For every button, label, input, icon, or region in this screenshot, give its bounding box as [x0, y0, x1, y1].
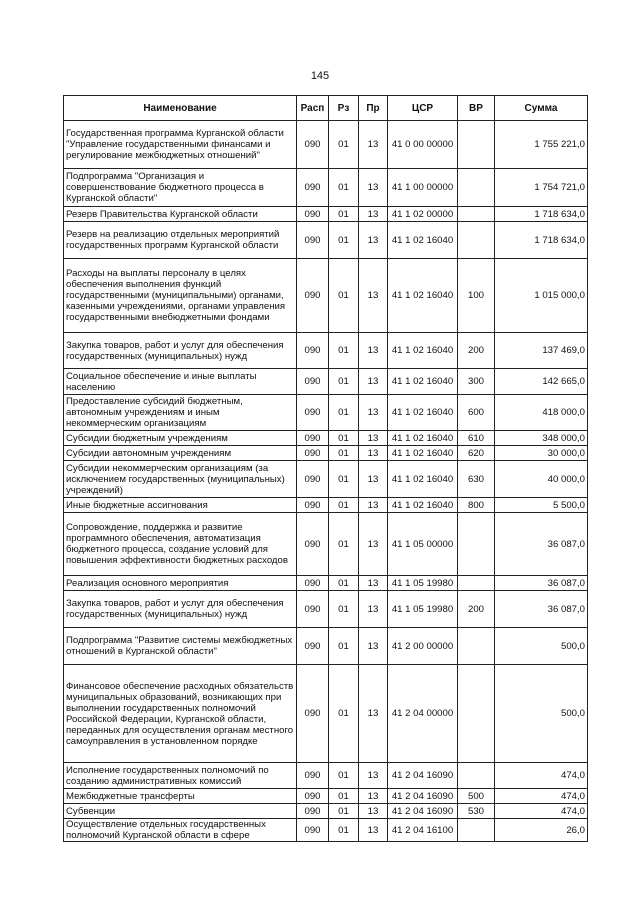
row-rz: 01 — [329, 369, 359, 395]
header-pr: Пр — [359, 96, 388, 121]
table-row — [64, 789, 588, 804]
row-name: Резерв на реализацию отдельных мероприятий государственных программ Курганской области — [64, 222, 297, 259]
row-rasp: 090 — [297, 819, 329, 842]
row-sum: 40 000,0 — [495, 461, 588, 498]
row-rz: 01 — [329, 819, 359, 842]
row-sum: 1 754 721,0 — [495, 169, 588, 207]
row-pr: 13 — [359, 169, 388, 207]
row-rasp: 090 — [297, 207, 329, 222]
budget-table — [63, 95, 588, 842]
row-vr: 100 — [458, 259, 495, 333]
row-name: Расходы на выплаты персоналу в целях обеспечения выполнения функций государственными (муниципальными) органами, казенными учреждениями, органами управления государственными внебюджетными фондами — [64, 259, 297, 333]
row-pr: 13 — [359, 222, 388, 259]
row-vr — [458, 222, 495, 259]
row-rasp: 090 — [297, 333, 329, 369]
row-vr — [458, 207, 495, 222]
row-name: Государственная программа Курганской области "Управление государственными финансами и регулирование межбюджетных отношений" — [64, 121, 297, 169]
row-name: Подпрограмма "Организация и совершенствование бюджетного процесса в Курганской области" — [64, 169, 297, 207]
row-csr: 41 1 05 00000 — [388, 513, 458, 576]
row-name: Иные бюджетные ассигнования — [64, 498, 297, 513]
row-rasp: 090 — [297, 222, 329, 259]
row-sum: 36 087,0 — [495, 576, 588, 591]
row-csr: 41 2 04 16090 — [388, 763, 458, 789]
row-pr: 13 — [359, 804, 388, 819]
row-vr — [458, 169, 495, 207]
table-row — [64, 207, 588, 222]
row-csr: 41 2 04 16100 — [388, 819, 458, 842]
row-rz: 01 — [329, 498, 359, 513]
table-row — [64, 498, 588, 513]
row-csr: 41 2 04 00000 — [388, 665, 458, 763]
row-vr: 200 — [458, 333, 495, 369]
row-pr: 13 — [359, 461, 388, 498]
row-vr: 630 — [458, 461, 495, 498]
page-number: 145 — [310, 70, 330, 82]
row-name: Субсидии бюджетным учреждениям — [64, 431, 297, 446]
row-csr: 41 1 02 16040 — [388, 498, 458, 513]
row-sum: 1 755 221,0 — [495, 121, 588, 169]
header-sum: Сумма — [495, 96, 588, 121]
row-rasp: 090 — [297, 431, 329, 446]
row-csr: 41 2 04 16090 — [388, 804, 458, 819]
row-pr: 13 — [359, 121, 388, 169]
row-rasp: 090 — [297, 395, 329, 431]
row-rz: 01 — [329, 789, 359, 804]
row-pr: 13 — [359, 207, 388, 222]
table-row — [64, 395, 588, 431]
row-name: Реализация основного мероприятия — [64, 576, 297, 591]
row-pr: 13 — [359, 259, 388, 333]
row-sum: 474,0 — [495, 804, 588, 819]
table-row — [64, 461, 588, 498]
row-csr: 41 1 02 16040 — [388, 446, 458, 461]
header-rasp: Расп — [297, 96, 329, 121]
row-name: Предоставление субсидий бюджетным, автономным учреждениям и иным некоммерческим организациям — [64, 395, 297, 431]
row-rz: 01 — [329, 576, 359, 591]
row-sum: 1 015 000,0 — [495, 259, 588, 333]
row-rz: 01 — [329, 628, 359, 665]
row-rz: 01 — [329, 169, 359, 207]
row-pr: 13 — [359, 591, 388, 628]
row-rz: 01 — [329, 804, 359, 819]
row-vr: 530 — [458, 804, 495, 819]
table-row — [64, 591, 588, 628]
row-name: Субсидии некоммерческим организациям (за исключением государственных (муниципальных) учреждений) — [64, 461, 297, 498]
row-name: Субсидии автономным учреждениям — [64, 446, 297, 461]
row-vr — [458, 763, 495, 789]
row-sum: 500,0 — [495, 665, 588, 763]
row-sum: 26,0 — [495, 819, 588, 842]
row-csr: 41 0 00 00000 — [388, 121, 458, 169]
row-rz: 01 — [329, 207, 359, 222]
row-pr: 13 — [359, 665, 388, 763]
row-name: Подпрограмма "Развитие системы межбюджетных отношений в Курганской области" — [64, 628, 297, 665]
table-row — [64, 576, 588, 591]
row-name: Межбюджетные трансферты — [64, 789, 297, 804]
row-rasp: 090 — [297, 513, 329, 576]
row-name: Закупка товаров, работ и услуг для обеспечения государственных (муниципальных) нужд — [64, 333, 297, 369]
header-rz: Рз — [329, 96, 359, 121]
table-row — [64, 222, 588, 259]
row-vr: 300 — [458, 369, 495, 395]
row-pr: 13 — [359, 395, 388, 431]
row-rz: 01 — [329, 446, 359, 461]
row-rz: 01 — [329, 333, 359, 369]
row-rasp: 090 — [297, 804, 329, 819]
row-vr — [458, 628, 495, 665]
row-sum: 30 000,0 — [495, 446, 588, 461]
row-vr: 610 — [458, 431, 495, 446]
row-csr: 41 1 02 16040 — [388, 333, 458, 369]
row-rz: 01 — [329, 259, 359, 333]
row-rasp: 090 — [297, 628, 329, 665]
row-csr: 41 2 00 00000 — [388, 628, 458, 665]
table-row — [64, 259, 588, 333]
row-vr: 600 — [458, 395, 495, 431]
row-csr: 41 1 05 19980 — [388, 591, 458, 628]
row-rasp: 090 — [297, 461, 329, 498]
row-sum: 36 087,0 — [495, 513, 588, 576]
row-sum: 418 000,0 — [495, 395, 588, 431]
row-vr: 500 — [458, 789, 495, 804]
table-row — [64, 369, 588, 395]
row-vr: 800 — [458, 498, 495, 513]
row-rz: 01 — [329, 591, 359, 628]
row-sum: 142 665,0 — [495, 369, 588, 395]
row-vr — [458, 121, 495, 169]
table-row — [64, 169, 588, 207]
table-row — [64, 333, 588, 369]
row-rasp: 090 — [297, 789, 329, 804]
row-vr — [458, 576, 495, 591]
row-csr: 41 1 02 16040 — [388, 395, 458, 431]
row-csr: 41 2 04 16090 — [388, 789, 458, 804]
row-pr: 13 — [359, 789, 388, 804]
row-pr: 13 — [359, 576, 388, 591]
row-csr: 41 1 02 16040 — [388, 369, 458, 395]
row-vr — [458, 665, 495, 763]
table-row — [64, 763, 588, 789]
row-sum: 5 500,0 — [495, 498, 588, 513]
table-row — [64, 804, 588, 819]
row-pr: 13 — [359, 446, 388, 461]
row-rz: 01 — [329, 461, 359, 498]
row-pr: 13 — [359, 431, 388, 446]
row-sum: 348 000,0 — [495, 431, 588, 446]
table-row — [64, 121, 588, 169]
header-name: Наименование — [64, 96, 297, 121]
row-rasp: 090 — [297, 259, 329, 333]
row-csr: 41 1 02 16040 — [388, 259, 458, 333]
row-rasp: 090 — [297, 591, 329, 628]
row-pr: 13 — [359, 333, 388, 369]
row-sum: 500,0 — [495, 628, 588, 665]
row-csr: 41 1 02 16040 — [388, 431, 458, 446]
row-name: Осуществление отдельных государственных полномочий Курганской области в сфере — [64, 819, 297, 842]
row-rz: 01 — [329, 513, 359, 576]
row-vr — [458, 819, 495, 842]
row-name: Сопровождение, поддержка и развитие программного обеспечения, автоматизация бюджетного процесса, создание условий для повышения эффективности бюджетных расходов — [64, 513, 297, 576]
row-vr — [458, 513, 495, 576]
row-sum: 474,0 — [495, 789, 588, 804]
row-pr: 13 — [359, 763, 388, 789]
row-rasp: 090 — [297, 446, 329, 461]
row-csr: 41 1 00 00000 — [388, 169, 458, 207]
row-name: Исполнение государственных полномочий по созданию административных комиссий — [64, 763, 297, 789]
row-csr: 41 1 02 00000 — [388, 207, 458, 222]
row-sum: 1 718 634,0 — [495, 207, 588, 222]
row-csr: 41 1 05 19980 — [388, 576, 458, 591]
header-csr: ЦСР — [388, 96, 458, 121]
row-rasp: 090 — [297, 665, 329, 763]
table-header-row — [64, 96, 588, 121]
row-rz: 01 — [329, 395, 359, 431]
row-rz: 01 — [329, 665, 359, 763]
row-rasp: 090 — [297, 498, 329, 513]
row-rz: 01 — [329, 121, 359, 169]
row-name: Социальное обеспечение и иные выплаты населению — [64, 369, 297, 395]
row-name: Резерв Правительства Курганской области — [64, 207, 297, 222]
row-name: Финансовое обеспечение расходных обязательств муниципальных образований, возникающих при выполнении государственных полномочий Российской Федерации, Курганской области, переданных для осуществления органам местного самоуправления в установленном порядке — [64, 665, 297, 763]
row-rasp: 090 — [297, 576, 329, 591]
table-row — [64, 819, 588, 842]
row-name: Закупка товаров, работ и услуг для обеспечения государственных (муниципальных) нужд — [64, 591, 297, 628]
table-row — [64, 431, 588, 446]
row-pr: 13 — [359, 628, 388, 665]
row-pr: 13 — [359, 369, 388, 395]
row-rz: 01 — [329, 222, 359, 259]
row-rasp: 090 — [297, 121, 329, 169]
row-sum: 1 718 634,0 — [495, 222, 588, 259]
row-pr: 13 — [359, 498, 388, 513]
row-name: Субвенции — [64, 804, 297, 819]
row-pr: 13 — [359, 819, 388, 842]
row-rasp: 090 — [297, 763, 329, 789]
row-rasp: 090 — [297, 169, 329, 207]
row-rz: 01 — [329, 763, 359, 789]
row-rz: 01 — [329, 431, 359, 446]
row-csr: 41 1 02 16040 — [388, 461, 458, 498]
row-vr: 200 — [458, 591, 495, 628]
table-row — [64, 628, 588, 665]
row-sum: 36 087,0 — [495, 591, 588, 628]
row-sum: 474,0 — [495, 763, 588, 789]
row-csr: 41 1 02 16040 — [388, 222, 458, 259]
header-vr: ВР — [458, 96, 495, 121]
table-row — [64, 665, 588, 763]
row-sum: 137 469,0 — [495, 333, 588, 369]
row-pr: 13 — [359, 513, 388, 576]
table-row — [64, 446, 588, 461]
row-rasp: 090 — [297, 369, 329, 395]
table-row — [64, 513, 588, 576]
row-vr: 620 — [458, 446, 495, 461]
